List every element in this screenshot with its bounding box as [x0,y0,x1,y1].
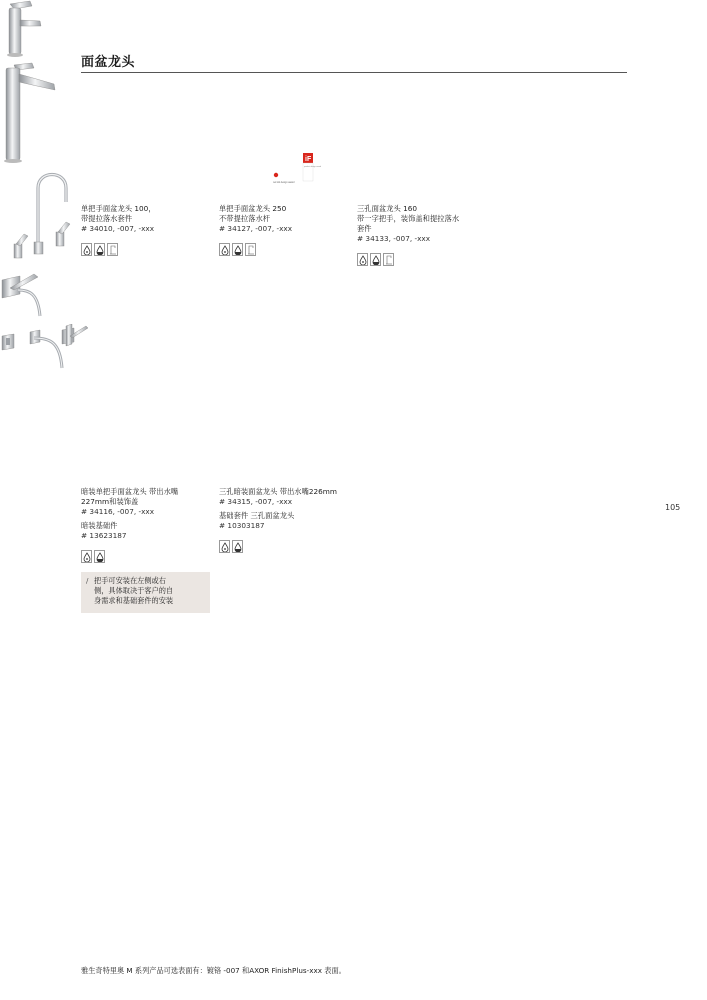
page-title: 面盆龙头 [81,55,136,70]
faucet-height-icon [383,253,394,266]
product-image-wall-mounted-single [0,270,48,320]
half-drop-icon [232,243,243,256]
half-drop-icon [232,540,243,553]
note-line: 侧，具体取决于客户的自 [94,586,174,595]
award-if-text: iF [305,156,312,163]
water-drop-icon [357,253,368,266]
product-code: # 34133, -007, -xxx [357,234,431,243]
product-code: # 34127, -007, -xxx [219,224,293,233]
water-drop-icon [81,243,92,256]
product-name-line2: 带一字把手，装饰盖和提拉落水 [357,214,460,223]
award-logos [272,153,327,188]
product-name: 暗装单把手面盆龙头 带出水嘴 [81,487,179,496]
product-name: 三孔暗装面盆龙头 带出水嘴226mm [219,487,338,496]
faucet-height-icon [107,243,118,256]
product-code: # 34010, -007, -xxx [81,224,155,233]
product-name-line2: 227mm和装饰盖 [81,497,139,506]
product-image-three-hole-160 [0,168,85,266]
water-drop-icon [219,243,230,256]
half-drop-icon [94,550,105,563]
water-drop-icon [219,540,230,553]
title-rule [81,72,627,73]
footer-note: 雅生奇特里奥 M 系列产品可选表面有：镀铬 -007 和AXOR FinishPlus-xxx 表面。 [81,966,346,975]
product-image-faucet-100 [0,0,44,58]
page-number: 105 [665,503,681,512]
product-name: 三孔面盆龙头 160 [357,204,418,213]
product-name-line3: 套件 [357,224,372,233]
product-code: # 34116, -007, -xxx [81,507,155,516]
sub-part-label: 基础套件 三孔面盆龙头 [219,511,295,520]
product-name: 单把手面盆龙头 250 [219,204,287,213]
sub-part-code: # 10303187 [219,521,265,530]
product-name-line2: 带提拉落水套件 [81,214,133,223]
note-symbol: / [86,576,89,585]
product-name: 单把手面盆龙头 100， [81,204,156,213]
installation-note [81,572,210,613]
faucet-height-icon [245,243,256,256]
half-drop-icon [370,253,381,266]
water-drop-icon [81,550,92,563]
half-drop-icon [94,243,105,256]
product-name-line2: 不带提拉落水杆 [219,214,271,223]
sub-part-code: # 13623187 [81,531,127,540]
note-line: 身需求和基础套件的安装 [94,596,174,605]
note-line: 把手可安装在左侧或右 [94,576,166,585]
sub-part-label: 暗装基础件 [81,521,118,530]
product-code: # 34315, -007, -xxx [219,497,293,506]
product-image-faucet-250 [0,62,58,164]
award-if-sub: product design award [304,166,322,168]
award-reddot-text: red dot design award [273,182,295,184]
product-image-wall-mounted-three-hole [0,324,90,372]
